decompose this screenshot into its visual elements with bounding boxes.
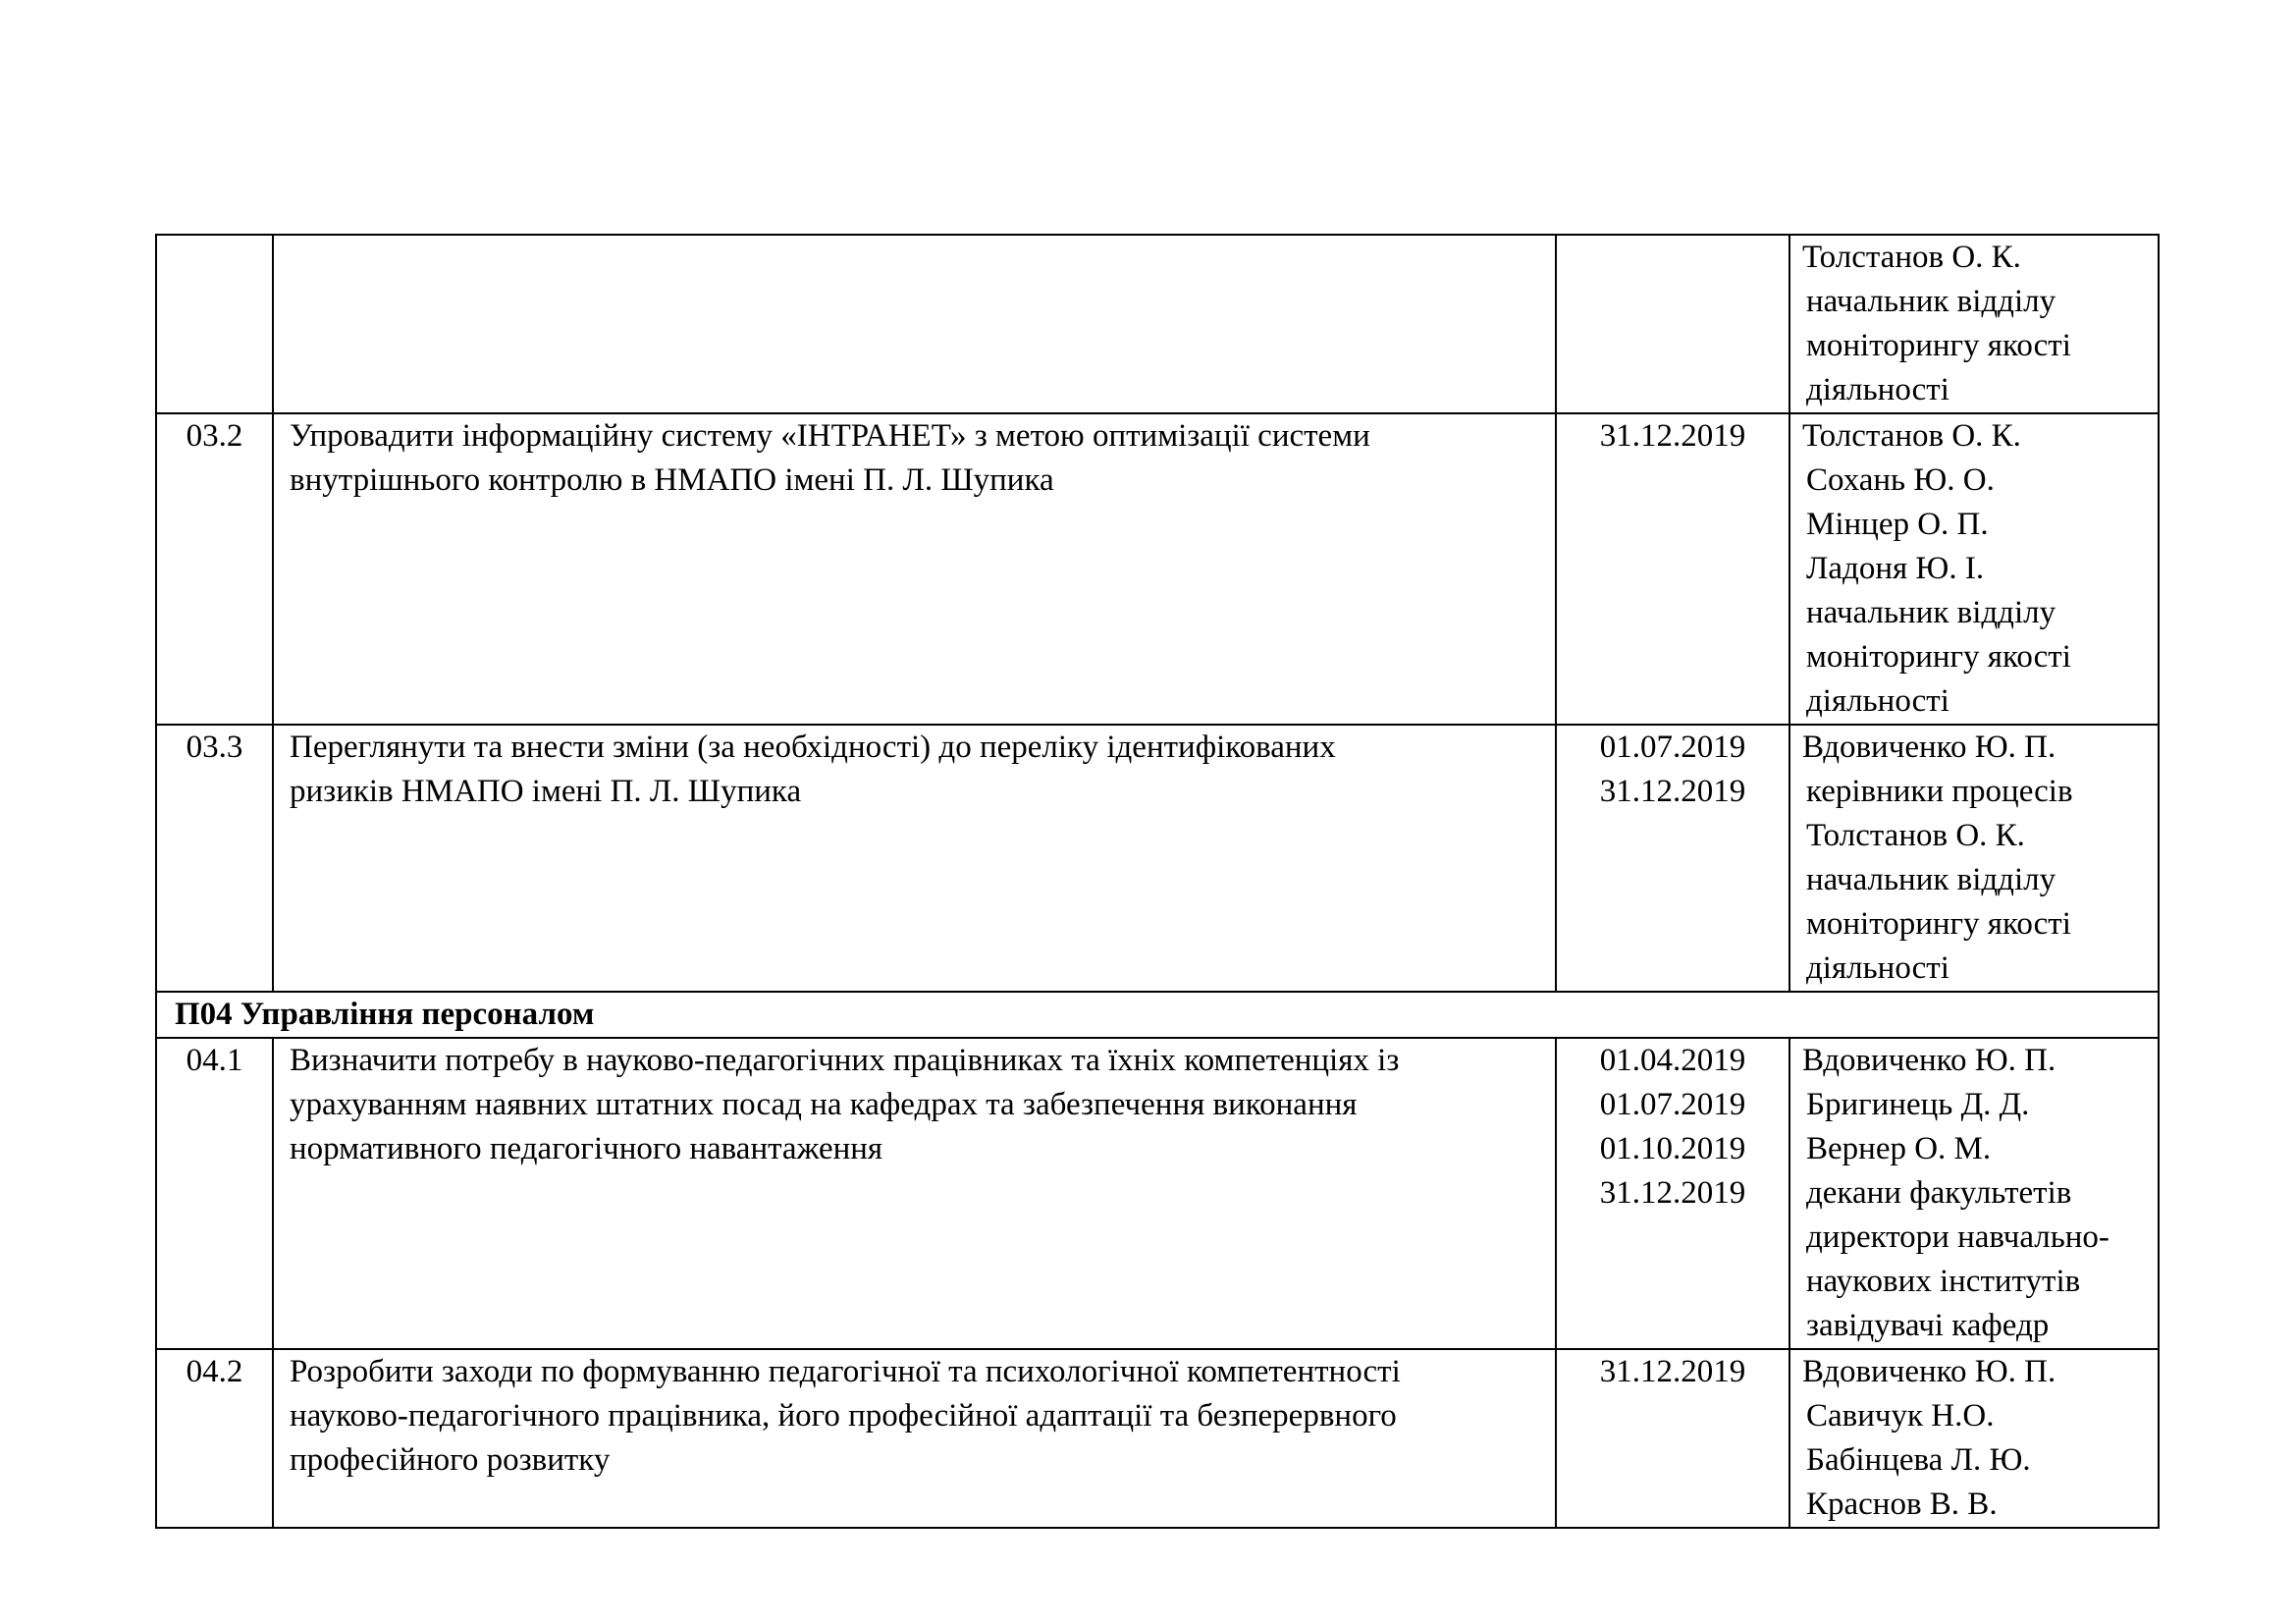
section-title: П04 Управління персоналом [156, 992, 2159, 1038]
responsible-persons-line: завідувачі кафедр [1806, 1308, 2050, 1343]
task-text [273, 1038, 1556, 1349]
task-text-line: Розробити заходи по формуванню педагогічної та психологічної компетентності [290, 1354, 1401, 1389]
responsible-persons [1789, 413, 2159, 725]
plan-table-body [156, 235, 2159, 1528]
deadline-dates [1556, 235, 1789, 413]
deadline-dates-line: 31.12.2019 [1599, 418, 1746, 454]
responsible-persons-line: Бригинець Д. Д. [1806, 1087, 2030, 1122]
table-row [156, 1038, 2159, 1349]
table-row [156, 725, 2159, 992]
item-number: 04.2 [156, 1349, 273, 1528]
item-number: 03.3 [156, 725, 273, 992]
item-number: 04.1 [156, 1038, 273, 1349]
responsible-persons-line: начальник відділу [1806, 284, 2056, 319]
responsible-persons [1789, 725, 2159, 992]
task-text-line: професійного розвитку [290, 1442, 611, 1478]
responsible-persons-line: Бабінцева Л. Ю. [1806, 1442, 2031, 1478]
responsible-persons-line: Вдовиченко Ю. П. [1802, 1043, 2056, 1078]
task-text [273, 235, 1556, 413]
responsible-persons-line: Ладоня Ю. І. [1806, 551, 1985, 586]
responsible-persons-line: наукових інститутів [1806, 1264, 2081, 1299]
deadline-dates [1556, 1349, 1789, 1528]
responsible-persons-line: Вдовиченко Ю. П. [1802, 1354, 2056, 1389]
item-number [156, 235, 273, 413]
deadline-dates-line: 01.10.2019 [1599, 1131, 1746, 1166]
responsible-persons-line: Толстанов О. К. [1802, 418, 2021, 454]
task-text-line: Визначити потребу в науково-педагогічних працівниках та їхніх компетенціях із [290, 1043, 1400, 1078]
responsible-persons [1789, 235, 2159, 413]
responsible-persons-line: Савичук Н.О. [1806, 1398, 1995, 1434]
responsible-persons-line: керівники процесів [1806, 774, 2073, 809]
responsible-persons-line: моніторингу якості [1806, 906, 2071, 942]
section-row [156, 992, 2159, 1038]
responsible-persons-line: Краснов В. В. [1806, 1487, 1998, 1522]
deadline-dates-line: 01.04.2019 [1599, 1043, 1746, 1078]
deadline-dates [1556, 413, 1789, 725]
responsible-persons-line: Толстанов О. К. [1806, 818, 2025, 853]
task-text-line: внутрішнього контролю в НМАПО імені П. Л. Шупика [290, 462, 1054, 498]
task-text-line: ризиків НМАПО імені П. Л. Шупика [290, 774, 802, 809]
task-text-line: нормативного педагогічного навантаження [290, 1131, 883, 1166]
task-text-line: урахуванням наявних штатних посад на кафедрах та забезпечення виконання [290, 1087, 1358, 1122]
task-text-line: науково-педагогічного працівника, його професійної адаптації та безперервного [290, 1398, 1397, 1434]
deadline-dates-line: 01.07.2019 [1599, 730, 1746, 765]
deadline-dates [1556, 1038, 1789, 1349]
responsible-persons-line: діяльності [1806, 683, 1949, 719]
item-number: 03.2 [156, 413, 273, 725]
table-row [156, 235, 2159, 413]
responsible-persons [1789, 1349, 2159, 1528]
task-text [273, 1349, 1556, 1528]
responsible-persons-line: моніторингу якості [1806, 328, 2071, 363]
task-text-line: Упровадити інформаційну систему «ІНТРАНЕТ» з метою оптимізації системи [290, 418, 1370, 454]
deadline-dates-line: 31.12.2019 [1599, 774, 1746, 809]
deadline-dates-line: 31.12.2019 [1599, 1354, 1746, 1389]
responsible-persons-line: Вдовиченко Ю. П. [1802, 730, 2056, 765]
responsible-persons-line: декани факультетів [1806, 1175, 2072, 1211]
responsible-persons-line: начальник відділу [1806, 862, 2056, 897]
responsible-persons [1789, 1038, 2159, 1349]
table-row [156, 1349, 2159, 1528]
responsible-persons-line: Сохань Ю. О. [1806, 462, 1995, 498]
responsible-persons-line: Мінцер О. П. [1806, 507, 1989, 542]
responsible-persons-line: Вернер О. М. [1806, 1131, 1992, 1166]
task-text-line: Переглянути та внести зміни (за необхідності) до переліку ідентифікованих [290, 730, 1336, 765]
table-row [156, 413, 2159, 725]
deadline-dates-line: 31.12.2019 [1599, 1175, 1746, 1211]
task-text [273, 413, 1556, 725]
deadline-dates [1556, 725, 1789, 992]
task-text [273, 725, 1556, 992]
responsible-persons-line: Толстанов О. К. [1802, 240, 2021, 275]
plan-table [155, 234, 2160, 1529]
responsible-persons-line: діяльності [1806, 950, 1949, 986]
responsible-persons-line: директори навчально- [1806, 1219, 2109, 1255]
responsible-persons-line: діяльності [1806, 372, 1949, 407]
responsible-persons-line: моніторингу якості [1806, 639, 2071, 675]
deadline-dates-line: 01.07.2019 [1599, 1087, 1746, 1122]
responsible-persons-line: начальник відділу [1806, 595, 2056, 630]
